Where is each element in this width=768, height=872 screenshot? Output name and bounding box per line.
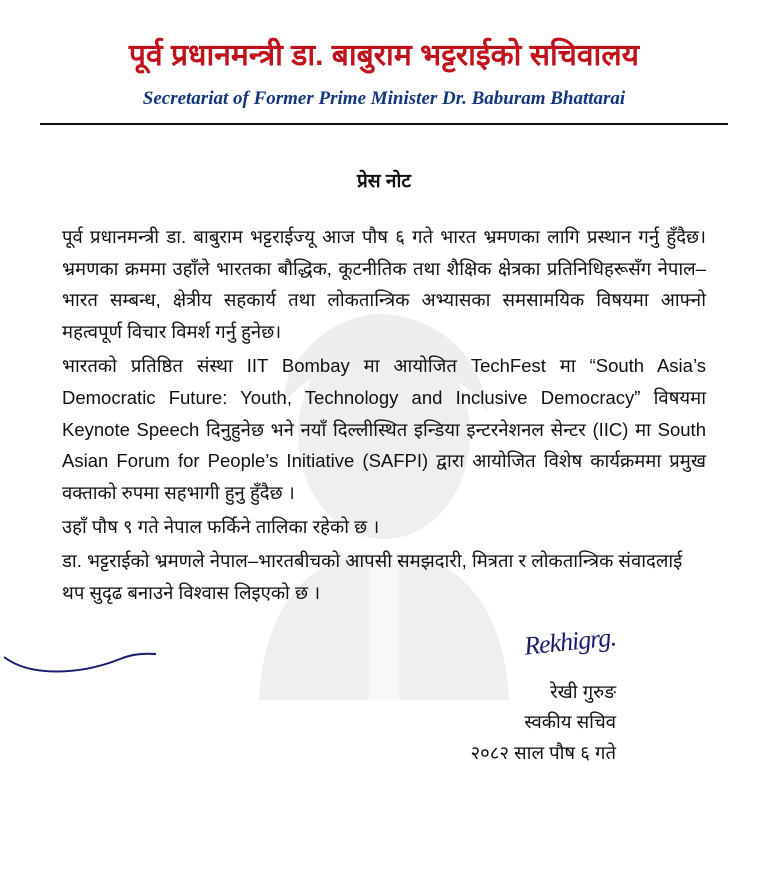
signature-block <box>0 621 706 769</box>
letterhead <box>0 0 768 111</box>
paragraph: पूर्व प्रधानमन्त्री डा. बाबुराम भट्टराईज्यू आज पौष ६ गते भारत भ्रमणका लागि प्रस्थान गर्नु हुँदैछ। भ्रमणका क्रममा उहाँले भारतका बौद्धिक, कूटनीतिक तथा शैक्षिक क्षेत्रका प्रतिनिधिहरूसँग नेपाल–भारत सम्बन्ध, क्षेत्रीय सहकार्य तथा लोकतान्त्रिक अभ्यासका समसामयिक विषयमा आफ्नो महत्वपूर्ण विचार विमर्श गर्नु हुनेछ। <box>62 225 706 343</box>
signatory-name: रेखी गुरुङ <box>550 680 616 702</box>
signature-flourish-icon <box>0 651 160 677</box>
paragraph: डा. भट्टराईको भ्रमणले नेपाल–भारतबीचको आपसी समझदारी, मित्रता र लोकतान्त्रिक संवादलाई थप सुदृढ बनाउने विश्वास लिइएको छ । <box>62 549 683 603</box>
paragraph: उहाँ पौष ९ गते नेपाल फर्किने तालिका रहेको छ । <box>62 516 380 538</box>
header-divider <box>40 123 728 125</box>
signature-date: २०८२ साल पौष ६ गते <box>470 741 616 763</box>
handwritten-signature: Rekhigrg. <box>522 621 618 661</box>
paragraph: भारतको प्रतिष्ठित संस्था IIT Bombay मा आयोजित TechFest मा “South Asia’s Democratic Future: Youth, Technology and Inclusive Democracy” विषयमा Keynote Speech दिनुहुनेछ भने नयाँ दिल्लीस्थित इन्डिया इन्टरनेशनल सेन्टर (IIC) मा South Asian Forum for People’s Initiative (SAFPI) द्वारा आयोजित विशेष कार्यक्रममा प्रमुख वक्ताको रुपमा सहभागी हुनु हुँदैछ । <box>62 355 706 504</box>
org-title-nepali: पूर्व प्रधानमन्त्री डा. बाबुराम भट्टराईको सचिवालय <box>128 39 640 72</box>
page-title: प्रेस नोट <box>357 170 411 192</box>
signatory-post: स्वकीय सचिव <box>524 711 616 733</box>
org-title-english: Secretariat of Former Prime Minister Dr. Baburam Bhattarai <box>142 88 626 109</box>
document-body <box>62 221 706 609</box>
